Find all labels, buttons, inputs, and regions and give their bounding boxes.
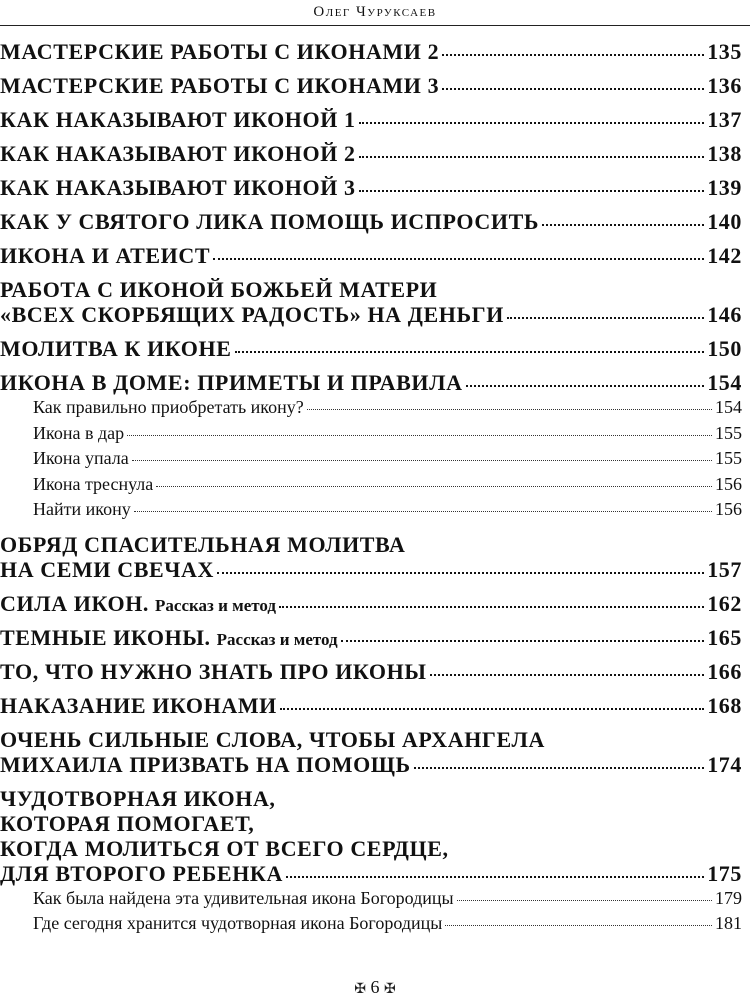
toc-subentry-page-number: 156 xyxy=(715,499,742,519)
toc-entry-line xyxy=(0,39,742,64)
dot-leader xyxy=(507,317,704,319)
toc-entry-title: ИКОНА И АТЕИСТ xyxy=(0,243,211,268)
toc-page-number: 139 xyxy=(707,175,742,200)
toc-entry xyxy=(0,532,742,582)
toc-subentry-title: Найти икону xyxy=(33,499,131,519)
dot-leader xyxy=(466,385,705,387)
toc-entry-title: СИЛА ИКОН. xyxy=(0,590,150,616)
toc-entry-title: КОГДА МОЛИТЬСЯ ОТ ВСЕГО СЕРДЦЕ, xyxy=(0,835,449,861)
toc-entry xyxy=(0,209,742,234)
toc-subentry xyxy=(33,395,742,421)
toc-entry-title: КАК НАКАЗЫВАЮТ ИКОНОЙ 3 xyxy=(0,175,356,200)
toc-entry-line xyxy=(0,141,742,166)
toc-page-number: 140 xyxy=(707,209,742,234)
dot-leader xyxy=(279,606,704,608)
toc-entry-line xyxy=(0,73,742,98)
dot-leader xyxy=(445,925,712,926)
dot-leader xyxy=(307,409,712,410)
toc-subentry-title: Икона упала xyxy=(33,448,129,468)
toc-subentry-page-number: 155 xyxy=(715,422,742,443)
toc-page-number: 162 xyxy=(707,590,742,616)
header-rule xyxy=(0,25,750,26)
toc-entry xyxy=(0,591,742,616)
toc-subentries xyxy=(0,886,742,937)
toc-page-number: 165 xyxy=(707,624,742,650)
toc-subentry-page-number: 154 xyxy=(715,397,742,417)
toc-entry-title: МАСТЕРСКИЕ РАБОТЫ С ИКОНАМИ 2 xyxy=(0,39,440,64)
toc-entry-title: НА СЕМИ СВЕЧАХ xyxy=(0,556,214,582)
toc-page-number: 137 xyxy=(707,107,742,132)
toc-entry-line xyxy=(0,659,742,684)
toc-entry-title: КАК НАКАЗЫВАЮТ ИКОНОЙ 2 xyxy=(0,141,356,166)
toc-entry xyxy=(0,727,742,777)
dot-leader xyxy=(134,511,712,512)
toc-subentry-title: Икона треснула xyxy=(33,473,154,494)
toc-subentry-title: Икона в дар xyxy=(33,422,125,443)
toc-subentry xyxy=(33,886,742,912)
toc-entry-line xyxy=(0,277,742,302)
toc-entry-title: ИКОНА В ДОМЕ: ПРИМЕТЫ И ПРАВИЛА xyxy=(0,370,463,395)
toc-subentry-title: Как правильно приобретать икону? xyxy=(33,397,304,417)
toc-entry-line xyxy=(0,786,742,811)
toc-entry-line xyxy=(0,107,742,132)
toc-subentry xyxy=(33,911,742,937)
toc-subentry-page-number: 179 xyxy=(715,887,742,908)
toc-entry-subtitle: Рассказ и метод xyxy=(216,629,338,649)
toc-entry-line xyxy=(0,370,742,395)
dot-leader xyxy=(430,674,705,676)
dot-leader xyxy=(213,258,704,260)
toc-entry-line xyxy=(0,591,742,616)
toc-entry-title: НАКАЗАНИЕ ИКОНАМИ xyxy=(0,692,277,718)
toc-page-number: 157 xyxy=(707,556,742,582)
toc-entry-title: КОТОРАЯ ПОМОГАЕТ, xyxy=(0,810,255,836)
toc-entry-title: ТО, ЧТО НУЖНО ЗНАТЬ ПРО ИКОНЫ xyxy=(0,658,427,684)
toc-entry xyxy=(0,175,742,200)
toc-entry-title: КАК У СВЯТОГО ЛИКА ПОМОЩЬ ИСПРОСИТЬ xyxy=(0,209,540,234)
toc-entry-title: ЧУДОТВОРНАЯ ИКОНА, xyxy=(0,785,276,811)
dot-leader xyxy=(341,640,705,642)
header-author: Олег Чуруксаев xyxy=(313,4,437,20)
toc-entry-title: МИХАИЛА ПРИЗВАТЬ НА ПОМОЩЬ xyxy=(0,751,411,777)
toc-entry-line xyxy=(0,727,742,752)
toc-entry-line xyxy=(0,209,742,234)
toc-page-number: 166 xyxy=(707,658,742,684)
toc-entry xyxy=(0,659,742,684)
toc-entry-title: «ВСЕХ СКОРБЯЩИХ РАДОСТЬ» НА ДЕНЬГИ xyxy=(0,302,504,327)
toc-entry-line xyxy=(0,336,742,361)
toc-entry-line xyxy=(0,836,742,861)
toc-subentry-title: Как была найдена эта удивительная икона Богородицы xyxy=(33,887,454,908)
dot-leader xyxy=(359,156,705,158)
toc-entry xyxy=(0,693,742,718)
toc-entry xyxy=(0,625,742,650)
dot-leader xyxy=(442,88,704,90)
toc-page-number: 138 xyxy=(707,141,742,166)
toc-entry-line xyxy=(0,861,742,886)
toc-entry-line xyxy=(0,625,742,650)
dot-leader xyxy=(127,435,712,436)
page-number: 6 xyxy=(370,977,380,997)
toc-entry-line xyxy=(0,532,742,557)
toc-page-number: 136 xyxy=(707,73,742,98)
toc-entry-title: РАБОТА С ИКОНОЙ БОЖЬЕЙ МАТЕРИ xyxy=(0,277,438,302)
dot-leader xyxy=(156,486,712,487)
toc-entry-line xyxy=(0,811,742,836)
toc-subentry xyxy=(33,472,742,498)
toc-page-number: 154 xyxy=(707,370,742,395)
dot-leader xyxy=(442,54,704,56)
toc-subentry-page-number: 156 xyxy=(715,473,742,494)
toc-entry xyxy=(0,73,742,98)
toc-entry xyxy=(0,370,742,395)
dot-leader xyxy=(280,708,704,710)
toc-entry-title: ОЧЕНЬ СИЛЬНЫЕ СЛОВА, ЧТОБЫ АРХАНГЕЛА xyxy=(0,726,545,752)
toc-entry-title: ДЛЯ ВТОРОГО РЕБЕНКА xyxy=(0,860,283,886)
dot-leader xyxy=(359,190,705,192)
footer-ornament-left-icon: ✠ xyxy=(354,982,366,997)
toc-subentry xyxy=(33,421,742,447)
toc-page-number: 174 xyxy=(707,751,742,777)
toc-entry-title: ТЕМНЫЕ ИКОНЫ. xyxy=(0,624,211,650)
page-footer xyxy=(0,976,750,1001)
dot-leader xyxy=(217,572,704,574)
table-of-contents xyxy=(0,30,742,937)
toc-entry xyxy=(0,141,742,166)
toc-entry-title: МОЛИТВА К ИКОНЕ xyxy=(0,336,232,361)
toc-entry-title: КАК НАКАЗЫВАЮТ ИКОНОЙ 1 xyxy=(0,107,356,132)
toc-subentries xyxy=(0,395,742,523)
toc-subentry xyxy=(33,446,742,472)
toc-entry-line xyxy=(0,752,742,777)
toc-entry xyxy=(0,786,742,886)
toc-subentry-page-number: 181 xyxy=(715,913,742,933)
footer-ornament-right-icon: ✠ xyxy=(384,982,396,997)
toc-entry xyxy=(0,39,742,64)
toc-subentry xyxy=(33,497,742,523)
toc-entry-line xyxy=(0,175,742,200)
toc-page-number: 168 xyxy=(707,692,742,718)
toc-entry xyxy=(0,277,742,327)
toc-page-number: 142 xyxy=(707,243,742,268)
toc-entry-line xyxy=(0,243,742,268)
toc-page-number: 175 xyxy=(707,860,742,886)
dot-leader xyxy=(132,460,712,461)
dot-leader xyxy=(457,900,712,901)
dot-leader xyxy=(235,351,705,353)
toc-entry-title: ОБРЯД СПАСИТЕЛЬНАЯ МОЛИТВА xyxy=(0,531,406,557)
dot-leader xyxy=(414,767,705,769)
dot-leader xyxy=(286,876,704,878)
toc-page-number: 135 xyxy=(707,39,742,64)
dot-leader xyxy=(542,224,704,226)
dot-leader xyxy=(359,122,705,124)
toc-entry xyxy=(0,336,742,361)
toc-entry-title: МАСТЕРСКИЕ РАБОТЫ С ИКОНАМИ 3 xyxy=(0,73,440,98)
toc-subentry-title: Где сегодня хранится чудотворная икона Богородицы xyxy=(33,913,443,933)
toc-entry-line xyxy=(0,557,742,582)
toc-entry-subtitle: Рассказ и метод xyxy=(155,595,277,615)
running-header xyxy=(0,0,750,26)
toc-entry-line xyxy=(0,302,742,327)
toc-entry xyxy=(0,243,742,268)
toc-page-number: 150 xyxy=(707,336,742,361)
toc-entry-line xyxy=(0,693,742,718)
toc-page-number: 146 xyxy=(707,302,742,327)
toc-entry xyxy=(0,107,742,132)
toc-subentry-page-number: 155 xyxy=(715,448,742,468)
